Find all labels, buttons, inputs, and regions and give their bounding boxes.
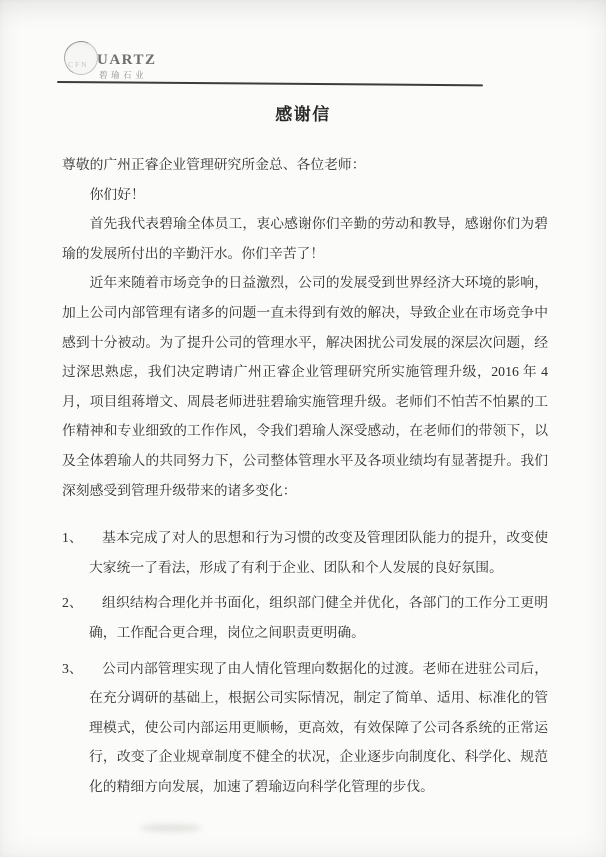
company-logo-globe-icon	[60, 37, 103, 80]
paragraph: 首先我代表碧瑜全体员工，衷心感谢你们辛勤的劳动和教导，感谢你们为碧瑜的发展所付出的辛勤汗水。你们辛苦了！	[62, 216, 548, 261]
greeting: 你们好！	[89, 186, 145, 202]
list-item	[62, 523, 548, 582]
numbered-list	[62, 523, 548, 801]
list-item-number: 2、	[62, 595, 83, 611]
scan-shading	[0, 0, 606, 30]
list-item-number: 3、	[62, 660, 83, 676]
list-item-text: 组织结构合理化并书面化，组织部门健全并优化，各部门的工作分工更明确，工作配合更合理，岗位之间职责更明确。	[89, 595, 548, 640]
letterhead-divider	[57, 81, 483, 86]
list-item	[62, 654, 548, 802]
list-item	[62, 588, 548, 647]
letter-title: 感谢信	[275, 105, 331, 124]
logo-chinese-name: 碧瑜石业	[99, 70, 148, 80]
list-item-number: 1、	[62, 530, 83, 546]
list-item-text: 基本完成了对人的思想和行为习惯的改变及管理团队能力的提升，改变使大家统一了看法，形成了有利于企业、团队和个人发展的良好氛围。	[89, 530, 548, 575]
paragraph: 近年来随着市场竞争的日益激烈，公司的发展受到世界经济大环境的影响，加上公司内部管理有诸多的问题一直未得到有效的解决，导致企业在市场竞争中感到十分被动。为了提升公司的管理水平，解决困扰公司发展的深层次问题，经过深思熟虑，我们决定聘请广州正睿企业管理研究所实施管理升级，2016 年 4 月，项目组蒋增文、周晨老师进驻碧瑜实施管理升级。老师们不怕苦不怕累的工作精神和专业细致的工作作风，令我们碧瑜人深受感动，在老师们的带领下，以及全体碧瑜人的共同努力下，公司整体管理水平及各项业绩均有显著提升。我们深刻感受到管理升级带来的诸多变化：	[62, 275, 548, 498]
scan-smudge	[140, 824, 202, 832]
letter-body	[62, 150, 548, 801]
salutation: 尊敬的广州正睿企业管理研究所金总、各位老师：	[62, 157, 366, 172]
logo-faint-letters: CFN	[68, 60, 89, 69]
logo-brand-text: UARTZ	[97, 52, 157, 68]
list-item-text: 公司内部管理实现了由人情化管理向数据化的过渡。老师在进驻公司后，在充分调研的基础上，根据公司实际情况，制定了简单、适用、标准化的管理模式，使公司内部运用更顺畅，更高效，有效保障了公司各系统的正常运行，改变了企业规章制度不健全的状况，企业逐步向制度化、科学化、规范化的精细方向发展，加速了碧瑜迈向科学化管理的步伐。	[89, 660, 548, 794]
